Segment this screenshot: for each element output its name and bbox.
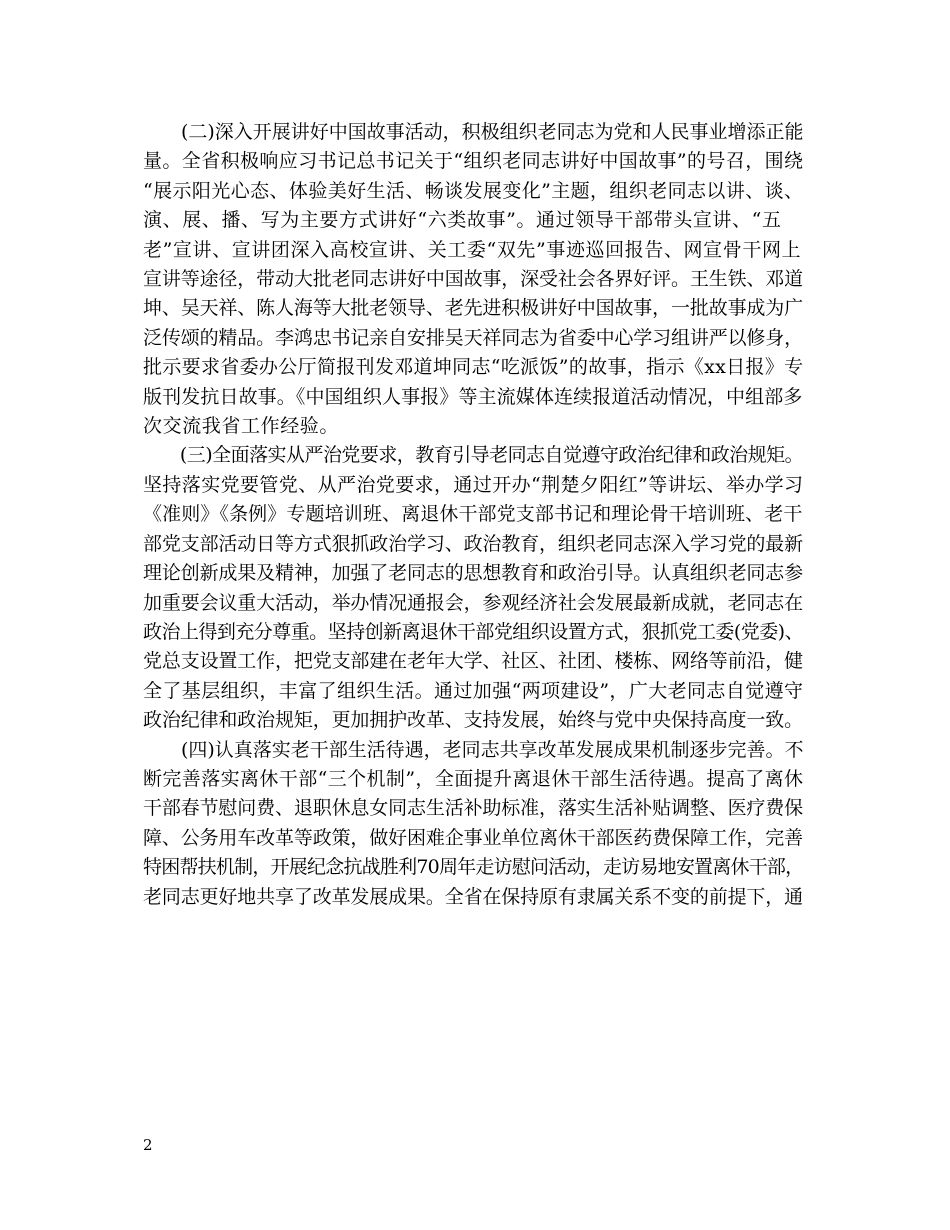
text-line: 演、展、播、写为主要方式讲好“六类故事”。通过领导干部带头宣讲、“五 <box>143 209 782 232</box>
text-line: 老”宣讲、宣讲团深入高校宣讲、关工委“双先”事迹巡回报告、网宣骨干网上 <box>143 238 802 261</box>
page-number: 2 <box>143 1136 153 1154</box>
document-body <box>143 118 803 912</box>
text-line: (二)深入开展讲好中国故事活动，积极组织老同志为党和人民事业增添正能 <box>143 121 804 143</box>
text-line: 断完善落实离休干部“三个机制”，全面提升离退休干部生活待遇。提高了离休 <box>143 767 804 790</box>
text-line: 《准则》《条例》专题培训班、离退休干部党支部书记和理论骨干培训班、老干 <box>143 503 803 526</box>
text-line: 部党支部活动日等方式狠抓政治学习、政治教育，组织老同志深入学习党的最新 <box>143 532 804 555</box>
text-line: 加重要会议重大活动，举办情况通报会，参观经济社会发展最新成就，老同志在 <box>143 591 804 614</box>
text-line: 版刊发抗日故事。《中国组织人事报》等主流媒体连续报道活动情况，中组部多 <box>143 385 803 408</box>
text-line: 政治纪律和政治规矩，更加拥护改革、支持发展，始终与党中央保持高度一致。 <box>143 709 804 732</box>
text-line: 批示要求省委办公厅简报刊发邓道坤同志“吃派饭”的故事，指示《xx日报》专 <box>143 356 804 379</box>
paragraph-4 <box>143 736 803 912</box>
paragraph-3 <box>143 441 803 735</box>
text-line: 干部春节慰问费、退职休息女同志生活补助标准，落实生活补贴调整、医疗费保 <box>143 797 804 820</box>
text-line: 坤、吴天祥、陈人海等大批老领导、老先进积极讲好中国故事，一批故事成为广 <box>143 297 804 320</box>
text-line: 泛传颂的精品。李鸿忠书记亲自安排吴天祥同志为省委中心学习组讲严以修身， <box>143 326 804 349</box>
text-line: 特困帮扶机制，开展纪念抗战胜利70周年走访慰问活动，走访易地安置离休干部， <box>143 856 804 879</box>
text-line: 坚持落实党要管党、从严治党要求，通过开办“荆楚夕阳红”等讲坛、举办学习 <box>143 473 804 496</box>
text-line: 次交流我省工作经验。 <box>143 415 340 438</box>
text-line: 理论创新成果及精神，加强了老同志的思想教育和政治引导。认真组织老同志参 <box>143 562 804 585</box>
text-line: 老同志更好地共享了改革发展成果。全省在保持原有隶属关系不变的前提下，通 <box>143 885 804 908</box>
text-line: 党总支设置工作，把党支部建在老年大学、社区、社团、楼栋、网络等前沿，健 <box>143 650 804 673</box>
text-line: 宣讲等途径，带动大批老同志讲好中国故事，深受社会各界好评。王生铁、邓道 <box>143 268 804 291</box>
text-line: 量。全省积极响应习书记总书记关于“组织老同志讲好中国故事”的号召，围绕 <box>143 150 804 173</box>
text-line: “展示阳光心态、体验美好生活、畅谈发展变化”主题，组织老同志以讲、谈、 <box>143 179 804 202</box>
paragraph-2 <box>143 118 803 441</box>
text-line: (三)全面落实从严治党要求，教育引导老同志自觉遵守政治纪律和政治规矩。 <box>143 444 804 467</box>
text-line: 全了基层组织，丰富了组织生活。通过加强“两项建设”，广大老同志自觉遵守 <box>143 679 804 702</box>
text-line: (四)认真落实老干部生活待遇，老同志共享改革发展成果机制逐步完善。不 <box>143 738 804 761</box>
text-line: 障、公务用车改革等政策，做好困难企事业单位离休干部医药费保障工作，完善 <box>143 826 804 849</box>
text-line: 政治上得到充分尊重。坚持创新离退休干部党组织设置方式，狠抓党工委(党委)、 <box>143 620 804 643</box>
